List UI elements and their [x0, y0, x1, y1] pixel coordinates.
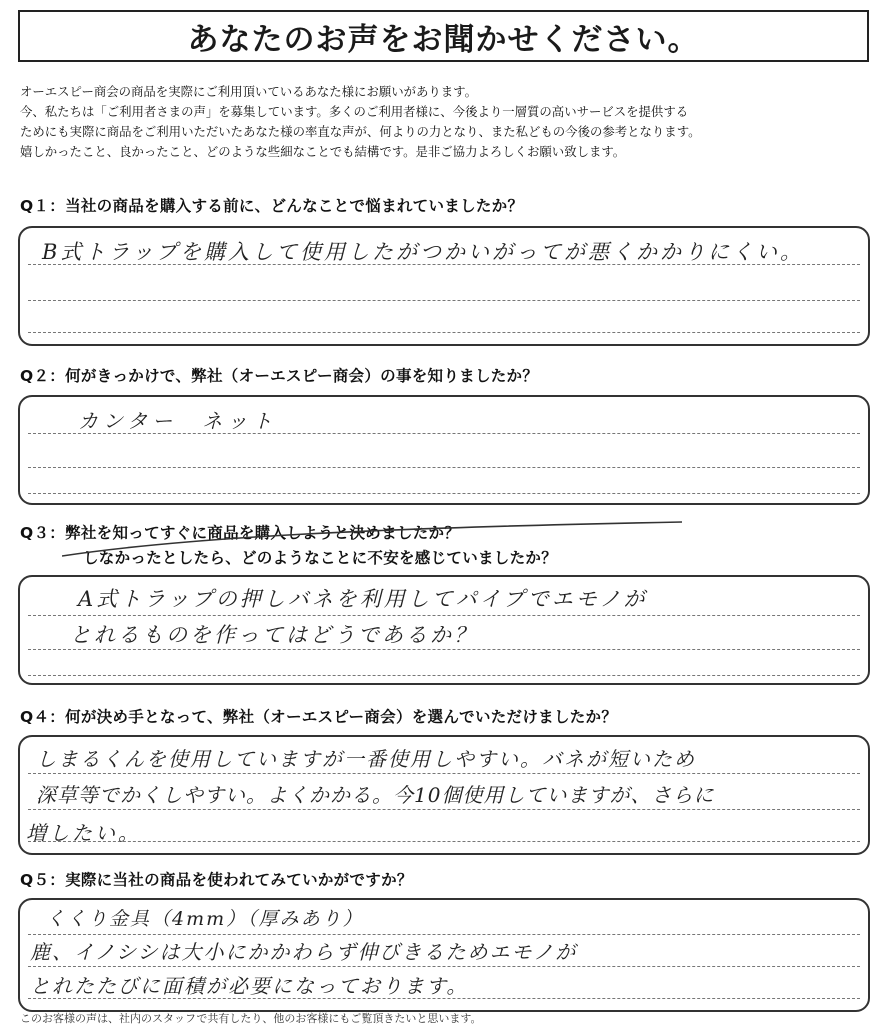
footer-note: このお客様の声は、社内のスタッフで共有したり、他のお客様にもご覧頂きたいと思います。 — [20, 1012, 482, 1025]
title-box — [18, 10, 869, 62]
ruled-line — [28, 934, 860, 935]
answer-box-5 — [18, 898, 870, 1012]
intro-line: 今、私たちは「ご利用者さまの声」を募集しています。多くのご利用者様に、今後より一層質の高いサービスを提供する — [20, 104, 689, 119]
answer-box-2 — [18, 395, 870, 505]
pen-stroke — [62, 518, 692, 558]
question-1-label: Q１：当社の商品を購入する前に、どんなことで悩まれていましたか？ — [20, 197, 524, 215]
handwritten-answer: くくり金具（4mm）（厚みあり） — [46, 908, 364, 930]
answer-box-3 — [18, 575, 870, 685]
ruled-line — [28, 332, 860, 333]
ruled-line — [28, 773, 860, 774]
handwritten-answer: とれるものを作ってはどうであるか？ — [70, 623, 478, 647]
question-3-label: Q３：弊社を知ってすぐに商品を購入しようと決めましたか？ — [20, 524, 461, 542]
question-4-label: Q４：何が決め手となって、弊社（オーエスピー商会）を選んでいただけましたか？ — [20, 708, 618, 726]
ruled-line — [28, 300, 860, 301]
page-title: あなたのお声をお聞かせください。 — [187, 21, 700, 58]
handwritten-answer: B式トラップを購入して使用したがつかいがってが悪くかかりにくい。 — [42, 240, 805, 264]
intro-line: ためにも実際に商品をご利用いただいたあなた様の率直な声が、何よりの力となり、また私どもの今後の参考となります。 — [20, 124, 701, 139]
intro-text — [20, 82, 872, 162]
question-2-label: Q２：何がきっかけで、弊社（オーエスピー商会）の事を知りましたか？ — [20, 367, 539, 385]
handwritten-answer: A式トラップの押しバネを利用してパイプでエモノが — [78, 587, 648, 611]
handwritten-answer: 鹿、イノシシは大小にかかわらず伸びきるためエモノが — [30, 940, 578, 964]
handwritten-answer: とれたたびに面積が必要になっております。 — [30, 974, 469, 998]
ruled-line — [28, 649, 860, 650]
question-5-label: Q５：実際に当社の商品を使われてみていかがですか？ — [20, 871, 413, 889]
ruled-line — [28, 615, 860, 616]
handwritten-answer: しまるくんを使用していますが一番使用しやすい。バネが短いため — [36, 747, 696, 771]
answer-box-4 — [18, 735, 870, 855]
answer-box-1 — [18, 226, 870, 346]
ruled-line — [28, 675, 860, 676]
intro-line: オーエスピー商会の商品を実際にご利用頂いているあなた様にお願いがあります。 — [20, 84, 477, 99]
ruled-line — [28, 966, 860, 967]
ruled-line — [28, 841, 860, 842]
handwritten-answer: カンター ネット — [78, 409, 278, 433]
intro-line: 嬉しかったこと、良かったこと、どのような些細なことでも結構です。是非ご協力よろしくお願い致します。 — [20, 144, 626, 159]
handwritten-answer: 増したい。 — [26, 821, 141, 845]
ruled-line — [28, 467, 860, 468]
ruled-line — [28, 493, 860, 494]
ruled-line — [28, 809, 860, 810]
handwritten-answer: 深草等でかくしやすい。よくかかる。今10個使用していますが、さらに — [36, 783, 715, 807]
question-3-sub-label: しなかったとしたら、どのようなことに不安を感じていましたか？ — [83, 549, 558, 567]
